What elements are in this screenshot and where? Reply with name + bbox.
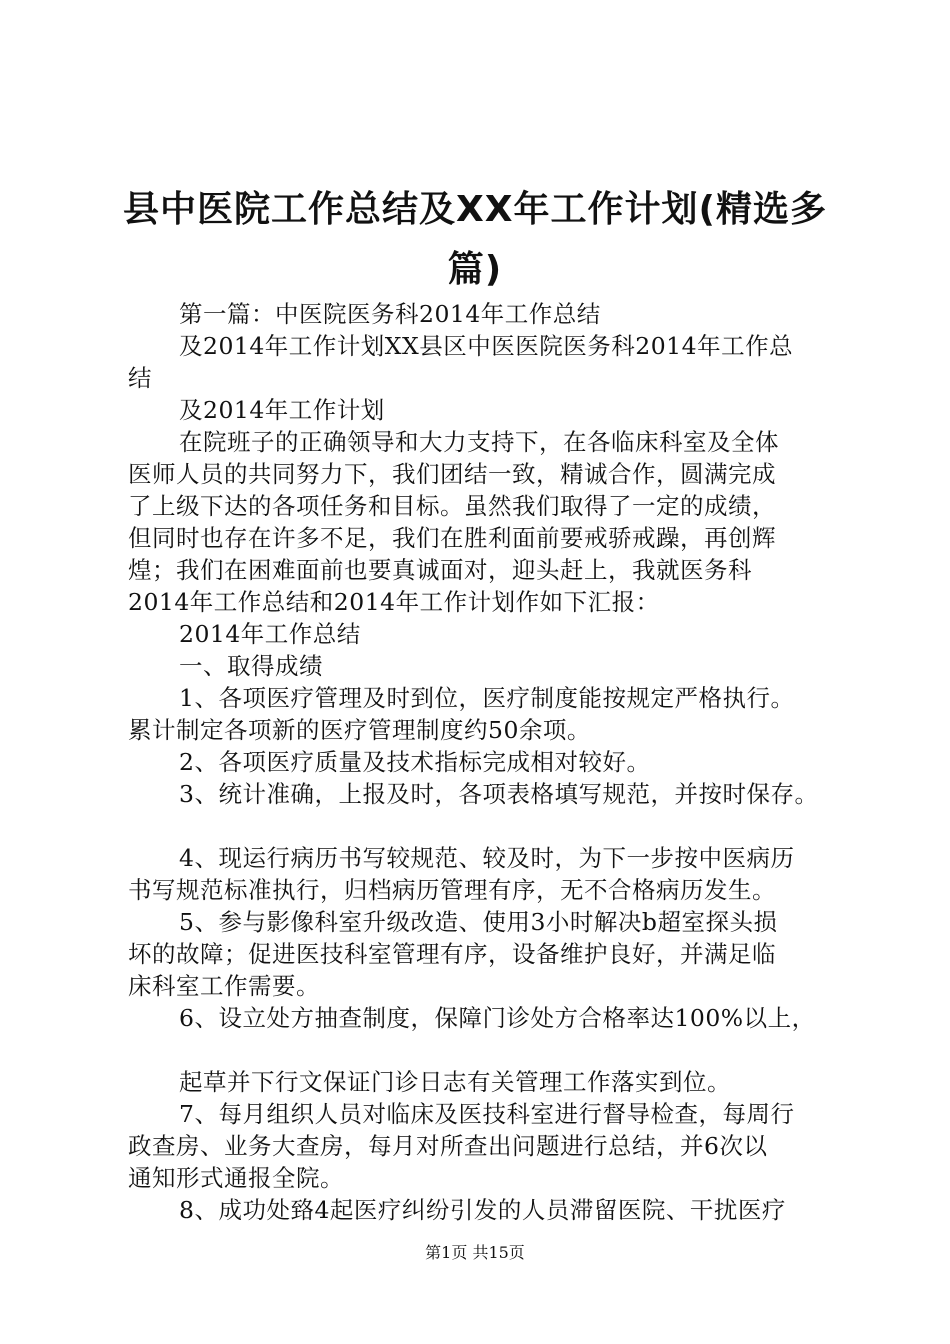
document-body: [128, 298, 834, 1226]
body-line: 第一篇：中医院医务科2014年工作总结: [179, 300, 601, 328]
body-line: 坏的故障；促进医技科室管理有序，设备维护良好，并满足临: [128, 940, 776, 968]
body-line: 煌；我们在困难面前也要真诚面对，迎头赶上，我就医务科: [128, 556, 752, 584]
title-line-2: 篇): [447, 249, 503, 290]
body-line: 1、各项医疗管理及时到位，医疗制度能按规定严格执行。: [179, 684, 795, 712]
body-line: 床科室工作需要。: [128, 972, 320, 1000]
blank-line: [128, 1034, 834, 1066]
body-line: 5、参与影像科室升级改造、使用3小时解决b超室探头损: [179, 908, 778, 936]
body-line: 及2014年工作计划: [179, 396, 385, 424]
title-line-1: 县中医院工作总结及XX年工作计划(精选多: [123, 189, 827, 230]
body-line: 但同时也存在许多不足，我们在胜利面前要戒骄戒躁，再创辉: [128, 524, 776, 552]
page-footer: 第1页 共15页: [425, 1243, 525, 1262]
body-line: 4、现运行病历书写较规范、较及时，为下一步按中医病历: [179, 844, 795, 872]
body-line: 结: [128, 364, 152, 392]
body-line: 书写规范标准执行，归档病历管理有序，无不合格病历发生。: [128, 876, 776, 904]
body-line: 2、各项医疗质量及技术指标完成相对较好。: [179, 748, 651, 776]
body-line: 一、取得成绩: [179, 652, 323, 680]
body-line: 医师人员的共同努力下，我们团结一致，精诚合作，圆满完成: [128, 460, 776, 488]
body-line: 7、每月组织人员对临床及医技科室进行督导检查，每周行: [179, 1100, 795, 1128]
body-line: 2014年工作总结和2014年工作计划作如下汇报：: [128, 588, 660, 616]
document-title: [120, 180, 830, 300]
body-line: 了上级下达的各项任务和目标。虽然我们取得了一定的成绩，: [128, 492, 776, 520]
body-line: 在院班子的正确领导和大力支持下，在各临床科室及全体: [179, 428, 779, 456]
body-line: 3、统计准确，上报及时，各项表格填写规范，并按时保存。: [179, 780, 819, 808]
body-line: 及2014年工作计划XX县区中医医院医务科2014年工作总: [179, 332, 794, 360]
body-line: 政查房、业务大查房，每月对所查出问题进行总结，并6次以: [128, 1132, 768, 1160]
body-line: 起草并下行文保证门诊日志有关管理工作落实到位。: [179, 1068, 731, 1096]
body-line: 通知形式通报全院。: [128, 1164, 344, 1192]
body-line: 累计制定各项新的医疗管理制度约50余项。: [128, 716, 591, 744]
body-line: 8、成功处臵4起医疗纠纷引发的人员滞留医院、干扰医疗: [179, 1196, 786, 1224]
body-line: 6、设立处方抽查制度，保障门诊处方合格率达100%以上，: [179, 1004, 816, 1032]
blank-line: [128, 810, 834, 842]
body-line: 2014年工作总结: [179, 620, 361, 648]
